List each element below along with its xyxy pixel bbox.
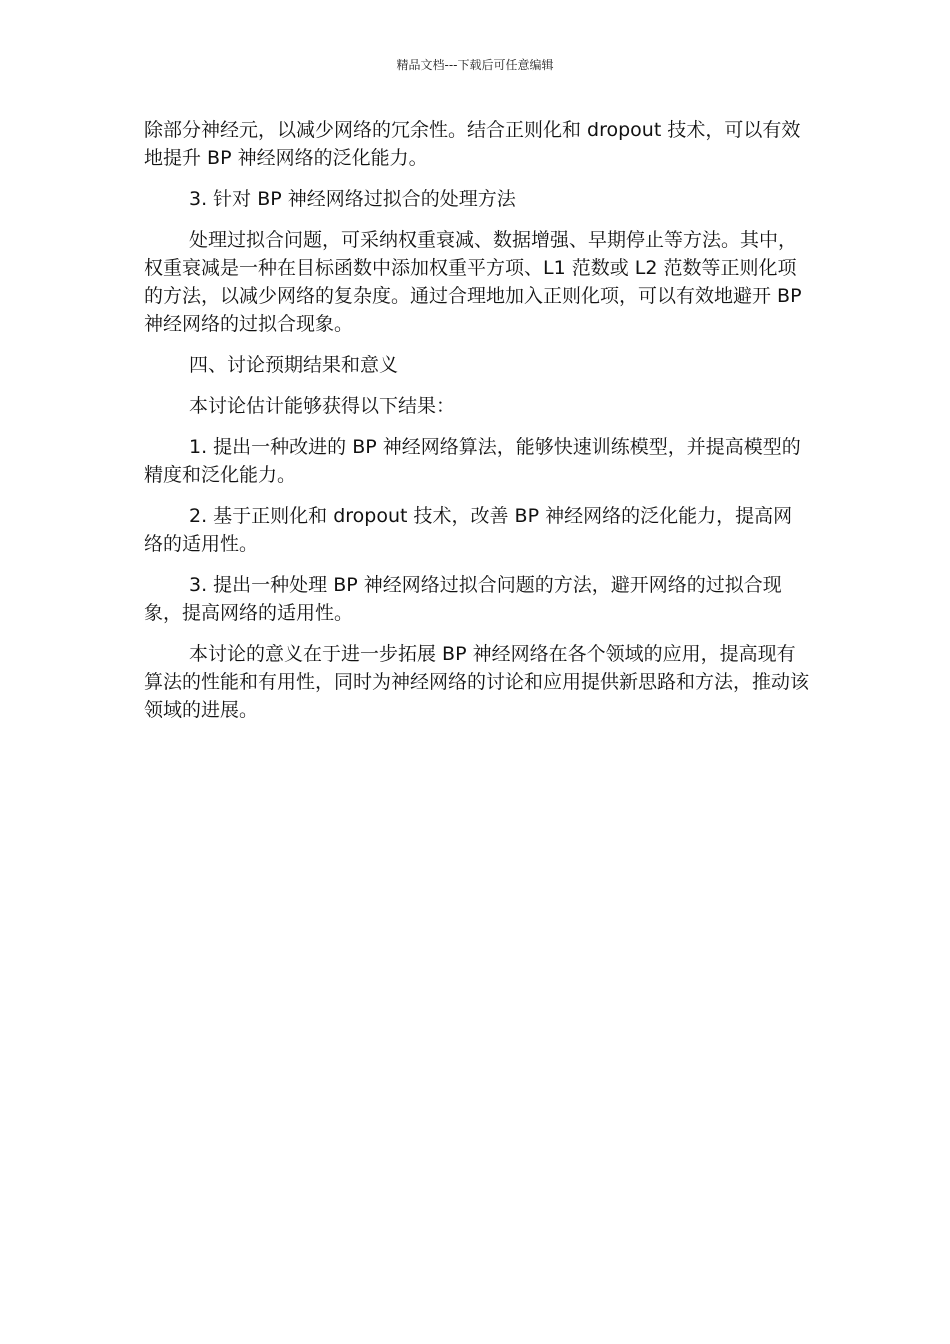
result-item-1: 1. 提出一种改进的 BP 神经网络算法，能够快速训练模型，并提高模型的精度和泛化能力。 <box>144 436 801 486</box>
paragraph-overfitting-methods: 处理过拟合问题，可采纳权重衰减、数据增强、早期停止等方法。其中，权重衰减是一种在目标函数中添加权重平方项、L1 范数或 L2 范数等正则化项的方法，以减少网络的复杂度。通过合理地加入正则化项，可以有效地避开 BP 神经网络的过拟合现象。 <box>144 229 802 335</box>
paragraph-results-intro: 本讨论估计能够获得以下结果： <box>189 395 456 417</box>
page-header: 精品文档---下载后可任意编辑 <box>396 58 554 72</box>
document-body <box>144 116 810 737</box>
paragraph-significance: 本讨论的意义在于进一步拓展 BP 神经网络在各个领域的应用，提高现有算法的性能和有用性，同时为神经网络的讨论和应用提供新思路和方法，推动该领域的进展。 <box>144 643 810 721</box>
paragraph-continuation: 除部分神经元，以减少网络的冗余性。结合正则化和 dropout 技术，可以有效地提升 BP 神经网络的泛化能力。 <box>144 119 801 169</box>
section-heading-expected-results: 四、讨论预期结果和意义 <box>189 354 399 376</box>
result-item-2: 2. 基于正则化和 dropout 技术，改善 BP 神经网络的泛化能力，提高网络的适用性。 <box>144 505 793 555</box>
result-item-3: 3. 提出一种处理 BP 神经网络过拟合问题的方法，避开网络的过拟合现象，提高网络的适用性。 <box>144 574 782 624</box>
section-heading-overfitting: 3. 针对 BP 神经网络过拟合的处理方法 <box>189 188 516 210</box>
